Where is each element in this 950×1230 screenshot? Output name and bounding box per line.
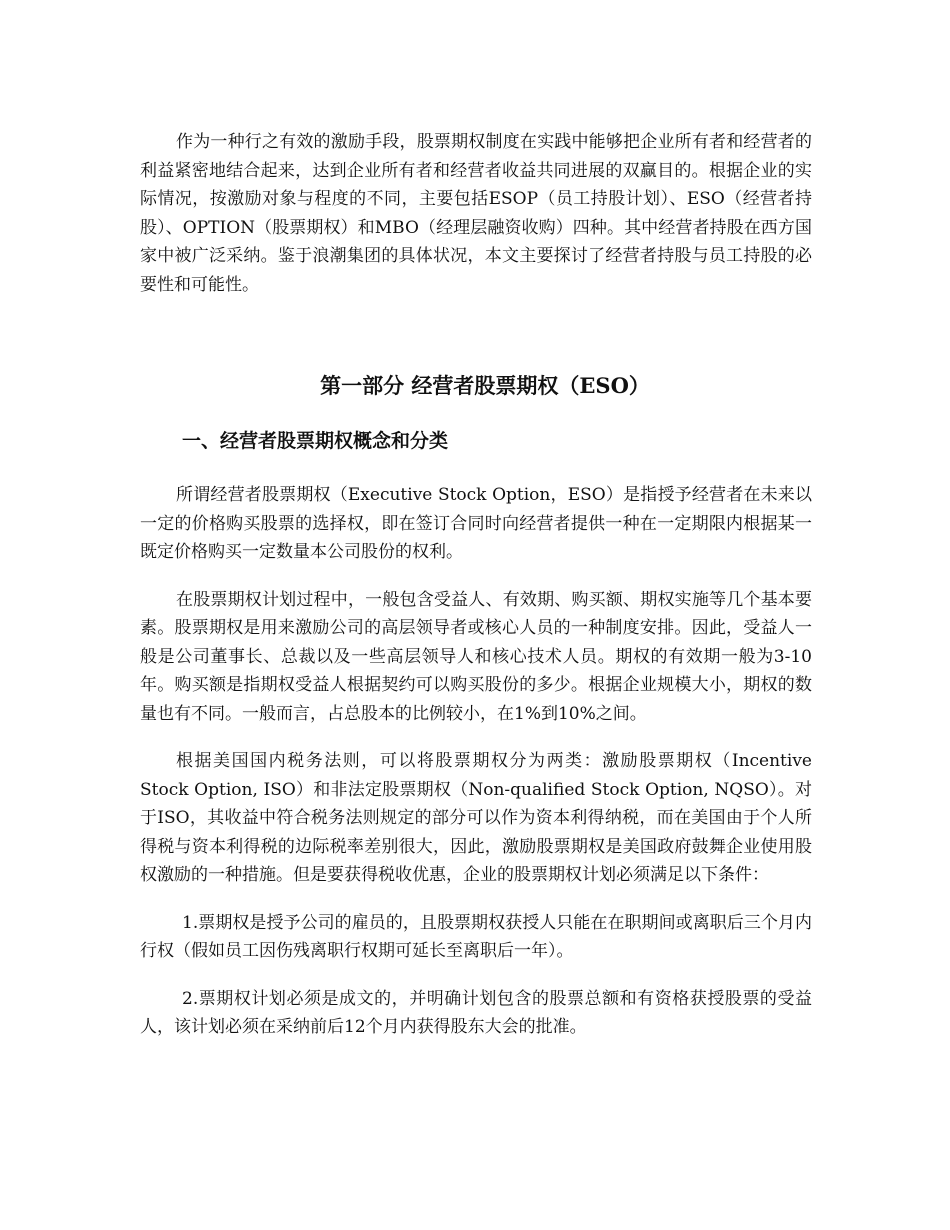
elements-paragraph: 在股票期权计划过程中，一般包含受益人、有效期、购买额、期权实施等几个基本要素。股票期权是用来激励公司的高层领导者或核心人员的一种制度安排。因此，受益人一般是公司董事长、总裁以及一些高层领导人和核心技术人员。期权的有效期一般为3-10年。购买额是指期权受益人根据契约可以购买股份的多少。根据企业规模大小，期权的数量也有不同。一般而言，占总股本的比例较小，在1%到10%之间。 bbox=[140, 589, 812, 724]
intro-paragraph: 作为一种行之有效的激励手段，股票期权制度在实践中能够把企业所有者和经营者的利益紧密地结合起来，达到企业所有者和经营者收益共同进展的双赢目的。根据企业的实际情况，按激励对象与程度的不同，主要包括ESOP（员工持股计划）、ESO（经营者持股）、OPTION（股票期权）和MBO（经理层融资收购）四种。其中经营者持股在西方国家中被广泛采纳。鉴于浪潮集团的具体状况，本文主要探讨了经营者持股与员工持股的必要性和可能性。 bbox=[140, 132, 812, 295]
condition-item: 2.票期权计划必须是成文的，并明确计划包含的股票总额和有资格获授股票的受益人，该计划必须在采纳前后12个月内获得股东大会的批准。 bbox=[140, 988, 812, 1037]
part-title: 第一部分 经营者股票期权（ESO） bbox=[320, 373, 650, 398]
definition-paragraph: 所谓经营者股票期权（Executive Stock Option，ESO）是指授予经营者在未来以一定的价格购买股票的选择权，即在签订合同时向经营者提供一种在一定期限内根据某一既定价格购买一定数量本公司股份的权利。 bbox=[140, 485, 812, 562]
section-title: 一、经营者股票期权概念和分类 bbox=[182, 430, 449, 452]
condition-item: 1.票期权是授予公司的雇员的，且股票期权获授人只能在在职期间或离职后三个月内行权（假如员工因伤残离职行权期可延长至离职后一年）。 bbox=[140, 912, 812, 961]
document-page bbox=[140, 128, 812, 1061]
classification-paragraph: 根据美国国内税务法则，可以将股票期权分为两类：激励股票期权（Incentive Stock Option, ISO）和非法定股票期权（Non-qualified Stock Option, NQSO）。对于ISO，其收益中符合税务法则规定的部分可以作为资本利得纳税，而在美国由于个人所得税与资本利得税的边际税率差别很大，因此，激励股票期权是美国政府鼓舞企业使用股权激励的一种措施。但是要获得税收优惠，企业的股票期权计划必须满足以下条件： bbox=[140, 751, 812, 885]
